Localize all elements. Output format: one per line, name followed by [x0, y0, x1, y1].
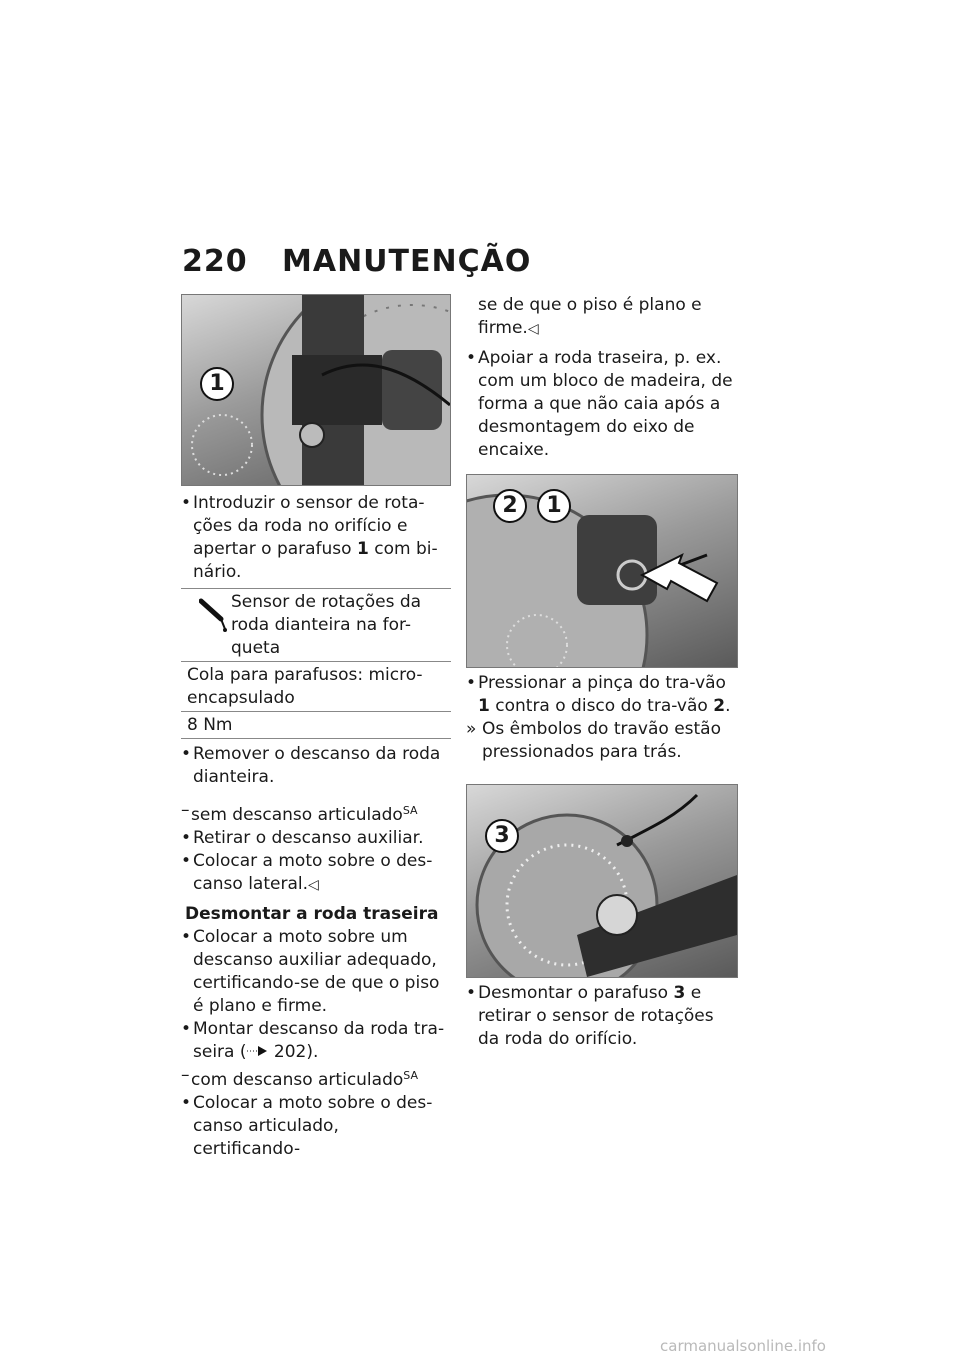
- photo-front-wheel-sensor: [181, 294, 451, 486]
- spec-row-torque: 8 Nm: [181, 712, 451, 739]
- step-mount-rear-stand: • Montar descanso da roda tra-seira ( 202).: [181, 1019, 445, 1062]
- photo-rear-caliper: [466, 474, 738, 668]
- step-side-stand: • Colocar a moto sobre o des-canso lateral.◁: [181, 851, 433, 894]
- page-reference-arrow-icon: [246, 1045, 268, 1057]
- spec-row-adhesive: Cola para parafusos: micro-encapsulado: [181, 662, 451, 712]
- left-column: [181, 294, 451, 1161]
- callout-2: 2: [493, 489, 527, 523]
- step-aux-stand: • Colocar a moto sobre um descanso auxiliar adequado, certificando-se de que o piso é plano e firme.: [181, 927, 440, 1016]
- section-heading: Desmontar a roda traseira: [185, 904, 439, 924]
- torque-wrench-icon: [199, 597, 229, 633]
- rear-sensor-illustration: [467, 785, 737, 977]
- condition-with-stand: – com descanso articulado$^{SA}$: [181, 1065, 418, 1090]
- condition-without-stand: – sem descanso articulado$^{SA}$: [181, 800, 418, 825]
- step-articulated-stand: • Colocar a moto sobre o des-canso articulado, certificando-: [181, 1093, 433, 1159]
- step-insert-sensor: • Introduzir o sensor de rota-ções da roda no orifício e apertar o parafuso 1 com bi-nário.: [181, 493, 438, 582]
- step-remove-front-stand: • Remover o descanso da roda dianteira.: [181, 744, 441, 787]
- end-mark: ◁: [308, 877, 319, 893]
- step-remove-bolt: • Desmontar o parafuso 3 e retirar o sensor de rotações da roda do orifício.: [466, 983, 714, 1049]
- bullet: •: [181, 493, 192, 513]
- torque-spec-table: [181, 588, 451, 739]
- watermark: carmanualsonline.info: [660, 1337, 826, 1355]
- page-header: [182, 244, 531, 279]
- callout-1: 1: [537, 489, 571, 523]
- step-remove-aux-stand: • Retirar o descanso auxiliar.: [181, 828, 424, 848]
- step-continuation: se de que o piso é plano e firme.◁: [478, 295, 702, 338]
- callout-1: 1: [200, 367, 234, 401]
- step-press-caliper: • Pressionar a pinça do tra-vão 1 contra o disco do tra-vão 2.: [466, 673, 731, 716]
- callout-3: 3: [485, 819, 519, 853]
- page-title: MANUTENÇÃO: [282, 244, 532, 279]
- page-number: 220: [182, 244, 248, 279]
- result-pistons: » Os êmbolos do travão estão pressionados para trás.: [466, 719, 721, 762]
- photo-rear-sensor: [466, 784, 738, 978]
- right-column: [466, 294, 738, 1051]
- step-support-rear-wheel: • Apoiar a roda traseira, p. ex. com um bloco de madeira, de forma a que não caia após a desmontagem do eixo de encaixe.: [466, 348, 733, 460]
- spec-row-sensor: Sensor de rotações da roda dianteira na for-queta: [181, 589, 451, 662]
- page-reference[interactable]: 202: [273, 1042, 307, 1062]
